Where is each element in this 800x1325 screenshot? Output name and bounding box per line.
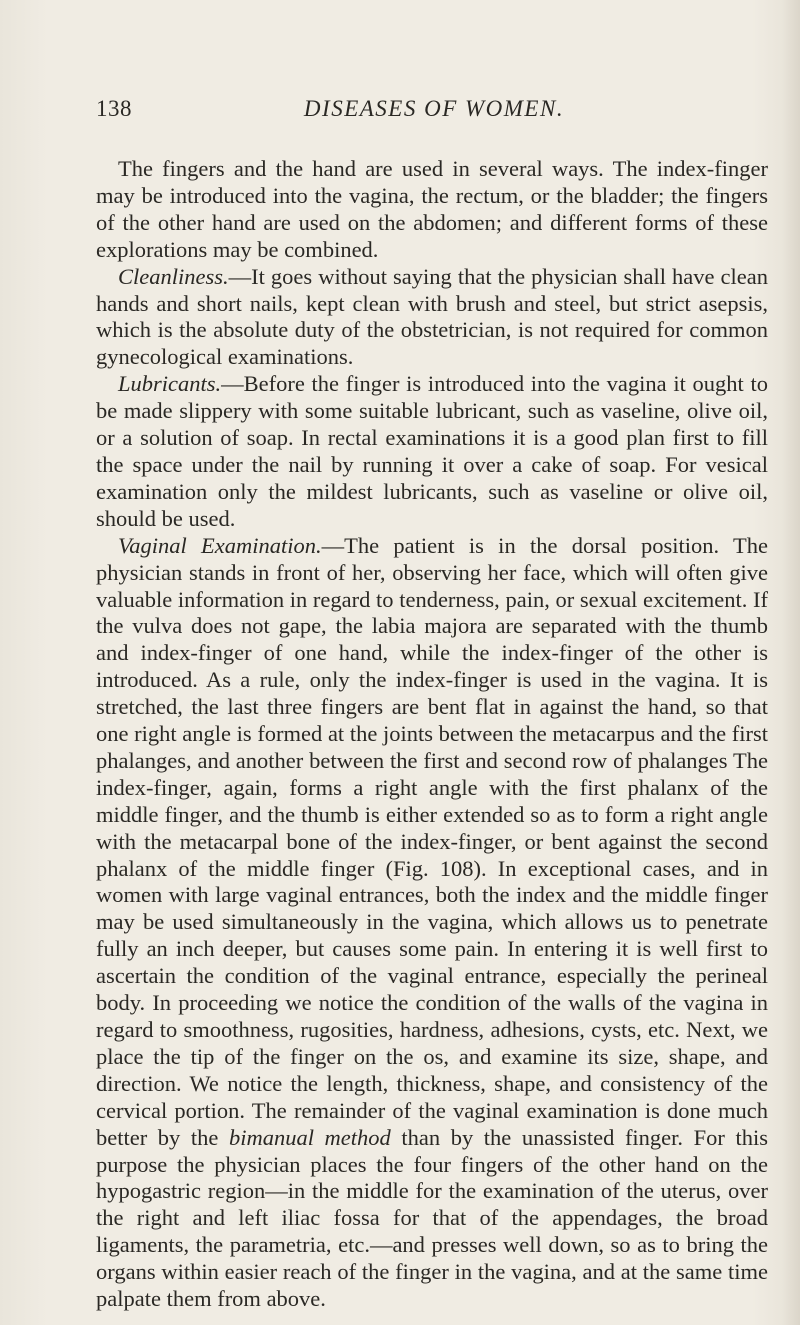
paragraph-intro	[96, 156, 768, 264]
paragraph-cleanliness	[96, 264, 768, 372]
running-head	[96, 96, 736, 130]
emphasized-term: bimanual method	[228, 1124, 391, 1150]
paragraph-text: than by the unassisted finger. For this purpose the physician places the four fingers of the other hand on the hypogastric region—in the middle for the examination of the uterus, over the right and left iliac fossa for that of the appendages, the broad ligaments, the parametria, etc.—and presses well down, so as to bring the organs within easier reach of the finger in the vagina, and at the same time palpate them from above.	[96, 1124, 768, 1312]
paragraph-lubricants	[96, 371, 768, 532]
section-heading-lubricants: Lubricants.	[118, 371, 222, 397]
body-text	[96, 156, 768, 1313]
paragraph-text: —Before the finger is introduced into the vagina it ought to be made slippery with some suitable lubricant, such as vaseline, olive oil, or a solution of soap. In rectal examinations it is a good plan first to fill the space under the nail by running it over a cake of soap. For vesical examination only the mildest lubricants, such as vaseline or olive oil, should be used.	[96, 371, 768, 531]
paragraph-text: The fingers and the hand are used in several ways. The index-finger may be introduced into the vagina, the rectum, or the bladder; the fingers of the other hand are used on the abdomen; and different forms of these explorations may be combined.	[96, 156, 768, 262]
running-title: DISEASES OF WOMEN.	[303, 96, 565, 121]
paragraph-text: —The patient is in the dorsal position. The physician stands in front of her, observing her face, which will often give valuable information in regard to tenderness, pain, or sexual excitement. If the vulva does not gape, the labia majora are separated with the thumb and index-finger of one hand, while the index-finger of the other is introduced. As a rule, only the index-finger is used in the vagina. It is stretched, the last three fingers are bent flat in against the hand, so that one right angle is formed at the joints between the metacarpus and the first phalanges, and another between the first and second row of phalanges The index-finger, again, forms a right angle with the first phalanx of the middle finger, and the thumb is either extended so as to form a right angle with the metacarpal bone of the index-finger, or bent against the second phalanx of the middle finger (Fig. 108). In exceptional cases, and in women with large vaginal entrances, both the index and the middle finger may be used simultaneously in the vagina, which allows us to penetrate fully an inch deeper, but causes some pain. In entering it is well first to ascertain the condition of the vaginal entrance, especially the perineal body. In proceeding we notice the condition of the walls of the vagina in regard to smoothness, rugosities, hardness, adhesions, cysts, etc. Next, we place the tip of the finger on the os, and examine its size, shape, and direction. We notice the length, thickness, shape, and consistency of the cervical portion. The remainder of the vaginal examination is done much better by the	[96, 532, 768, 1150]
paragraph-vaginal-examination	[96, 533, 768, 1313]
paragraph-text: —It goes without saying that the physician shall have clean hands and short nails, kept clean with brush and steel, but strict asepsis, which is the absolute duty of the obstetrician, is not required for common gynecological examinations.	[96, 263, 768, 370]
page-number: 138	[96, 96, 132, 121]
section-heading-vaginal-examination: Vaginal Examination.	[118, 532, 322, 558]
section-heading-cleanliness: Cleanliness.	[118, 263, 229, 289]
page-edge-shadow	[782, 0, 800, 1325]
